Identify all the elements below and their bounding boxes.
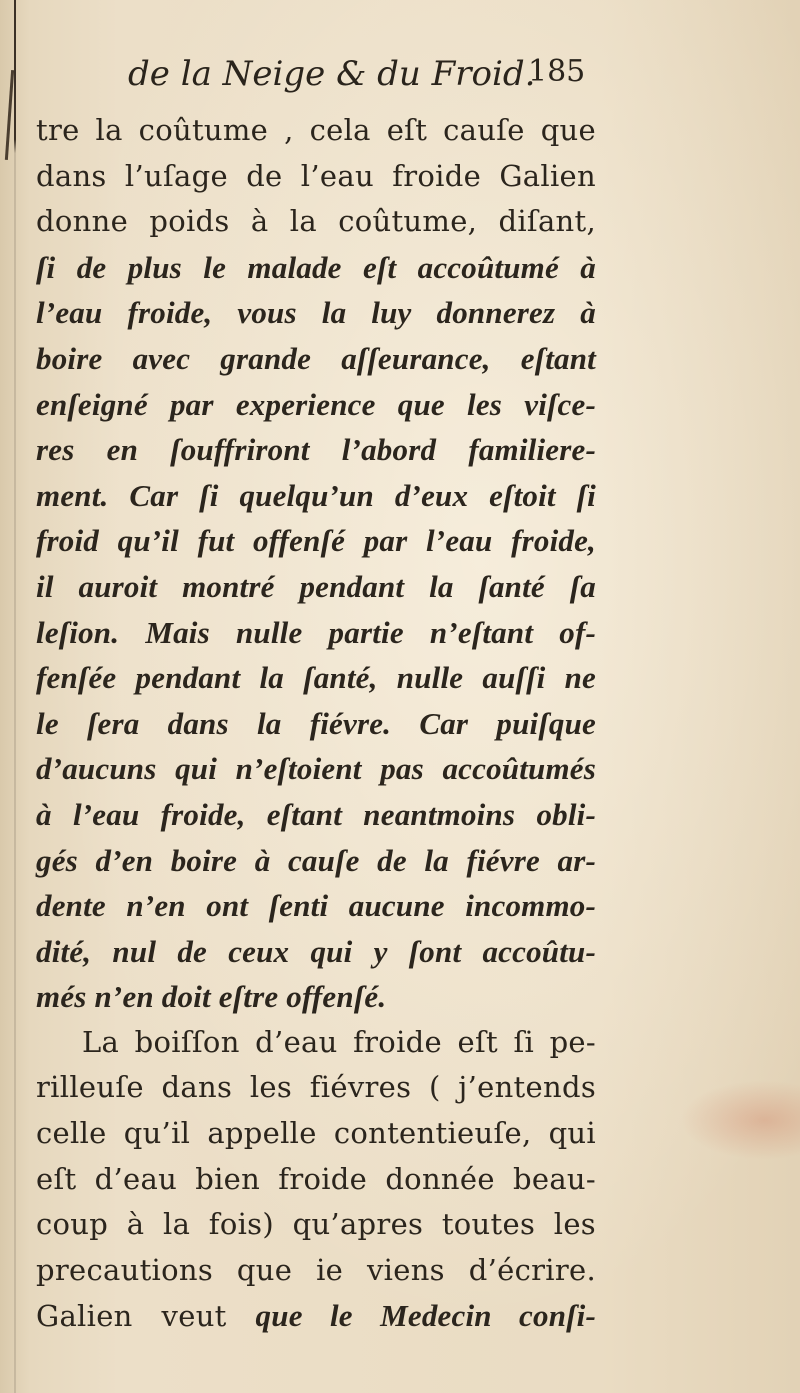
- text-line: [36, 1065, 596, 1111]
- text-line: [36, 746, 596, 792]
- italic-text-segment: ment. Car ſi quelqu’un d’eux eſtoit ſi: [36, 477, 596, 513]
- text-line: [36, 290, 596, 336]
- text-line: [36, 929, 596, 975]
- italic-text-segment: le ſera dans la fiévre. Car puiſque: [36, 705, 596, 741]
- text-line: [36, 838, 596, 884]
- text-line: [36, 655, 596, 701]
- italic-text-segment: que le Medecin conſi-: [255, 1298, 596, 1334]
- roman-text-segment: Galien veut: [36, 1299, 256, 1334]
- italic-text-segment: dente n’en ont ſenti aucune incommo-: [36, 888, 596, 924]
- text-line: [36, 427, 596, 473]
- text-line: [36, 1157, 596, 1203]
- italic-text-segment: gés d’en boire à cauſe de la fiévre ar-: [36, 842, 596, 878]
- roman-text-segment: rilleuſe dans les fiévres ( j’entends: [36, 1070, 596, 1105]
- italic-text-segment: leſion. Mais nulle partie n’eſtant of-: [36, 614, 596, 650]
- italic-text-segment: d’aucuns qui n’eſtoient pas accoûtumés: [36, 751, 596, 787]
- roman-text-segment: coup à la fois) qu’apres toutes les: [36, 1207, 596, 1242]
- roman-text-segment: dans l’uſage de l’eau froide Galien: [36, 158, 596, 193]
- text-line: [36, 336, 596, 382]
- text-line: [36, 701, 596, 747]
- page-header: [128, 54, 598, 104]
- text-line: [36, 883, 596, 929]
- roman-text-segment: La boiſſon d’eau froide eſt ſi pe-: [82, 1024, 596, 1059]
- italic-text-segment: boire avec grande aſſeurance, eſtant: [36, 340, 596, 376]
- italic-text-segment: fenſée pendant la ſanté, nulle auſſi ne: [36, 660, 596, 696]
- gutter-ink-mark: [5, 70, 14, 160]
- italic-text-segment: enſeigné par experience que les viſce-: [36, 386, 596, 422]
- text-line: [36, 1248, 596, 1294]
- text-line: [36, 199, 596, 245]
- text-line: [36, 792, 596, 838]
- italic-text-segment: res en ſouffriront l’abord familiere-: [36, 432, 596, 468]
- text-line: [36, 1020, 596, 1066]
- text-line: [36, 154, 596, 200]
- italic-text-segment: il auroit montré pendant la ſanté ſa: [36, 568, 596, 604]
- page-number: 185: [528, 54, 586, 89]
- body-text: [36, 108, 596, 1339]
- roman-text-segment: celle qu’il appelle contentieuſe, qui: [36, 1116, 596, 1151]
- paper-stain: [680, 1080, 800, 1160]
- italic-text-segment: froid qu’il fut offenſé par l’eau froide,: [36, 523, 596, 559]
- italic-text-segment: à l’eau froide, eſtant neantmoins obli-: [36, 796, 596, 832]
- text-line: [36, 564, 596, 610]
- text-line: [36, 1202, 596, 1248]
- italic-text-segment: dité, nul de ceux qui y ſont accoûtu-: [36, 933, 596, 969]
- italic-text-segment: ſi de plus le malade eſt accoûtumé à: [36, 249, 596, 285]
- text-line: [36, 974, 596, 1020]
- roman-text-segment: donne poids à la coûtume, diſant,: [36, 204, 596, 239]
- roman-text-segment: eſt d’eau bien froide donnée beau-: [36, 1161, 596, 1196]
- text-line: [36, 1293, 596, 1339]
- text-line: [36, 610, 596, 656]
- running-title: de la Neige & du Froid.: [128, 54, 536, 94]
- italic-text-segment: més n’en doit eſtre offenſé.: [36, 979, 387, 1015]
- roman-text-segment: tre la coûtume , cela eſt cauſe que: [36, 113, 596, 147]
- roman-text-segment: precautions que ie viens d’écrire.: [36, 1252, 596, 1287]
- text-line: [36, 245, 596, 291]
- italic-text-segment: l’eau froide, vous la luy donnerez à: [36, 295, 596, 331]
- text-line: [36, 518, 596, 564]
- text-line: [36, 473, 596, 519]
- binding-gutter-line: [14, 0, 16, 1393]
- text-line: [36, 382, 596, 428]
- text-line: [36, 1111, 596, 1157]
- text-line: [36, 108, 596, 154]
